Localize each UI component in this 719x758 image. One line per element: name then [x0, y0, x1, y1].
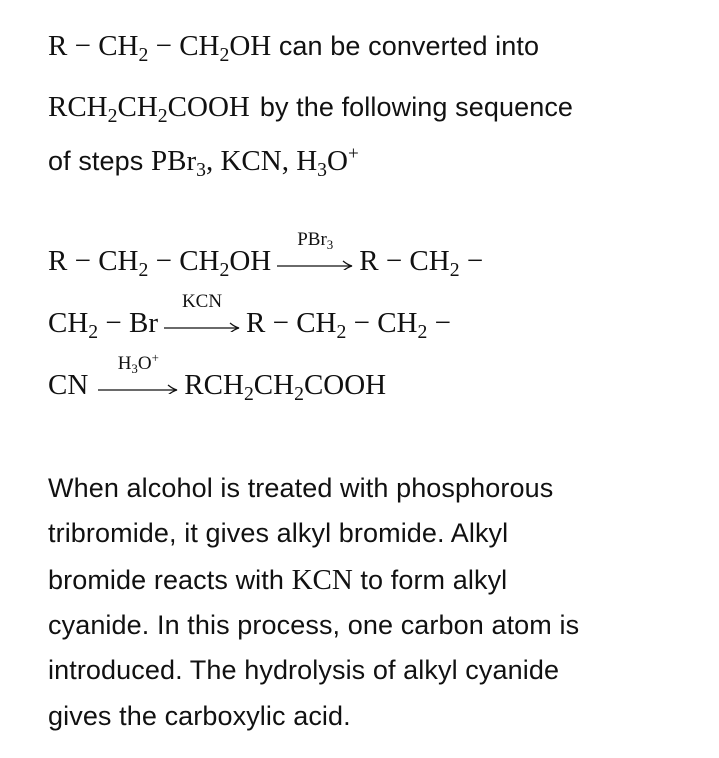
intro-text-2: by the following sequence — [259, 92, 574, 122]
intro-text-1: can be converted into — [271, 31, 540, 61]
right-arrow-icon — [277, 256, 353, 270]
intro-line-1 — [48, 30, 540, 66]
right-arrow-icon — [164, 318, 240, 332]
reaction-product-3: $RCH_2CH_2COOH$ — [184, 369, 387, 405]
intro-line-2 — [48, 91, 574, 127]
explanation-line-1: When alcohol is treated with phosphorous — [48, 473, 554, 503]
reaction-arrow-3 — [98, 349, 178, 394]
reagent-label-pbr3: PBr$_3$ — [297, 229, 334, 252]
explanation-line-3: bromide reacts with KCN to form alkyl — [48, 564, 508, 596]
reaction-product-1: $R - CH_2$ − — [359, 245, 484, 281]
explanation-line-4: cyanide. In this process, one carbon atom is — [48, 610, 580, 640]
reagent-list: PBr$_3$, KCN, $H_3O^+$ — [150, 143, 359, 181]
explanation-line-6: gives the carboxylic acid. — [48, 701, 351, 731]
reagent-label-kcn: KCN — [181, 291, 223, 312]
reaction-start-2: $CH_2 - Br$ — [48, 307, 159, 343]
ethanol-formula: $R - CH_2 - CH_2OH$ — [48, 30, 272, 66]
reagent-label-h3o: $H_3O^+$ — [117, 349, 159, 376]
reaction-row-3 — [48, 349, 387, 405]
reaction-row-2 — [48, 291, 451, 343]
reaction-arrow-2 — [164, 291, 240, 332]
explanation-line-2: tribromide, it gives alkyl bromide. Alkyl — [48, 518, 509, 548]
reaction-start-3: CN — [48, 369, 89, 401]
explanation-line-5: introduced. The hydrolysis of alkyl cyanide — [48, 655, 560, 685]
reaction-row-1 — [48, 229, 484, 281]
kcn-formula: KCN — [291, 564, 353, 596]
acid-formula: $RCH_2CH_2COOH$ — [48, 91, 250, 127]
right-arrow-icon — [98, 380, 178, 394]
reaction-product-2: $R - CH_2 - CH_2$ − — [246, 307, 451, 343]
reaction-arrow-1 — [277, 229, 353, 270]
reaction-start-1: $R - CH_2 - CH_2OH$ — [48, 245, 272, 281]
intro-line-3 — [48, 143, 359, 181]
intro-text-3: of steps — [48, 146, 151, 176]
